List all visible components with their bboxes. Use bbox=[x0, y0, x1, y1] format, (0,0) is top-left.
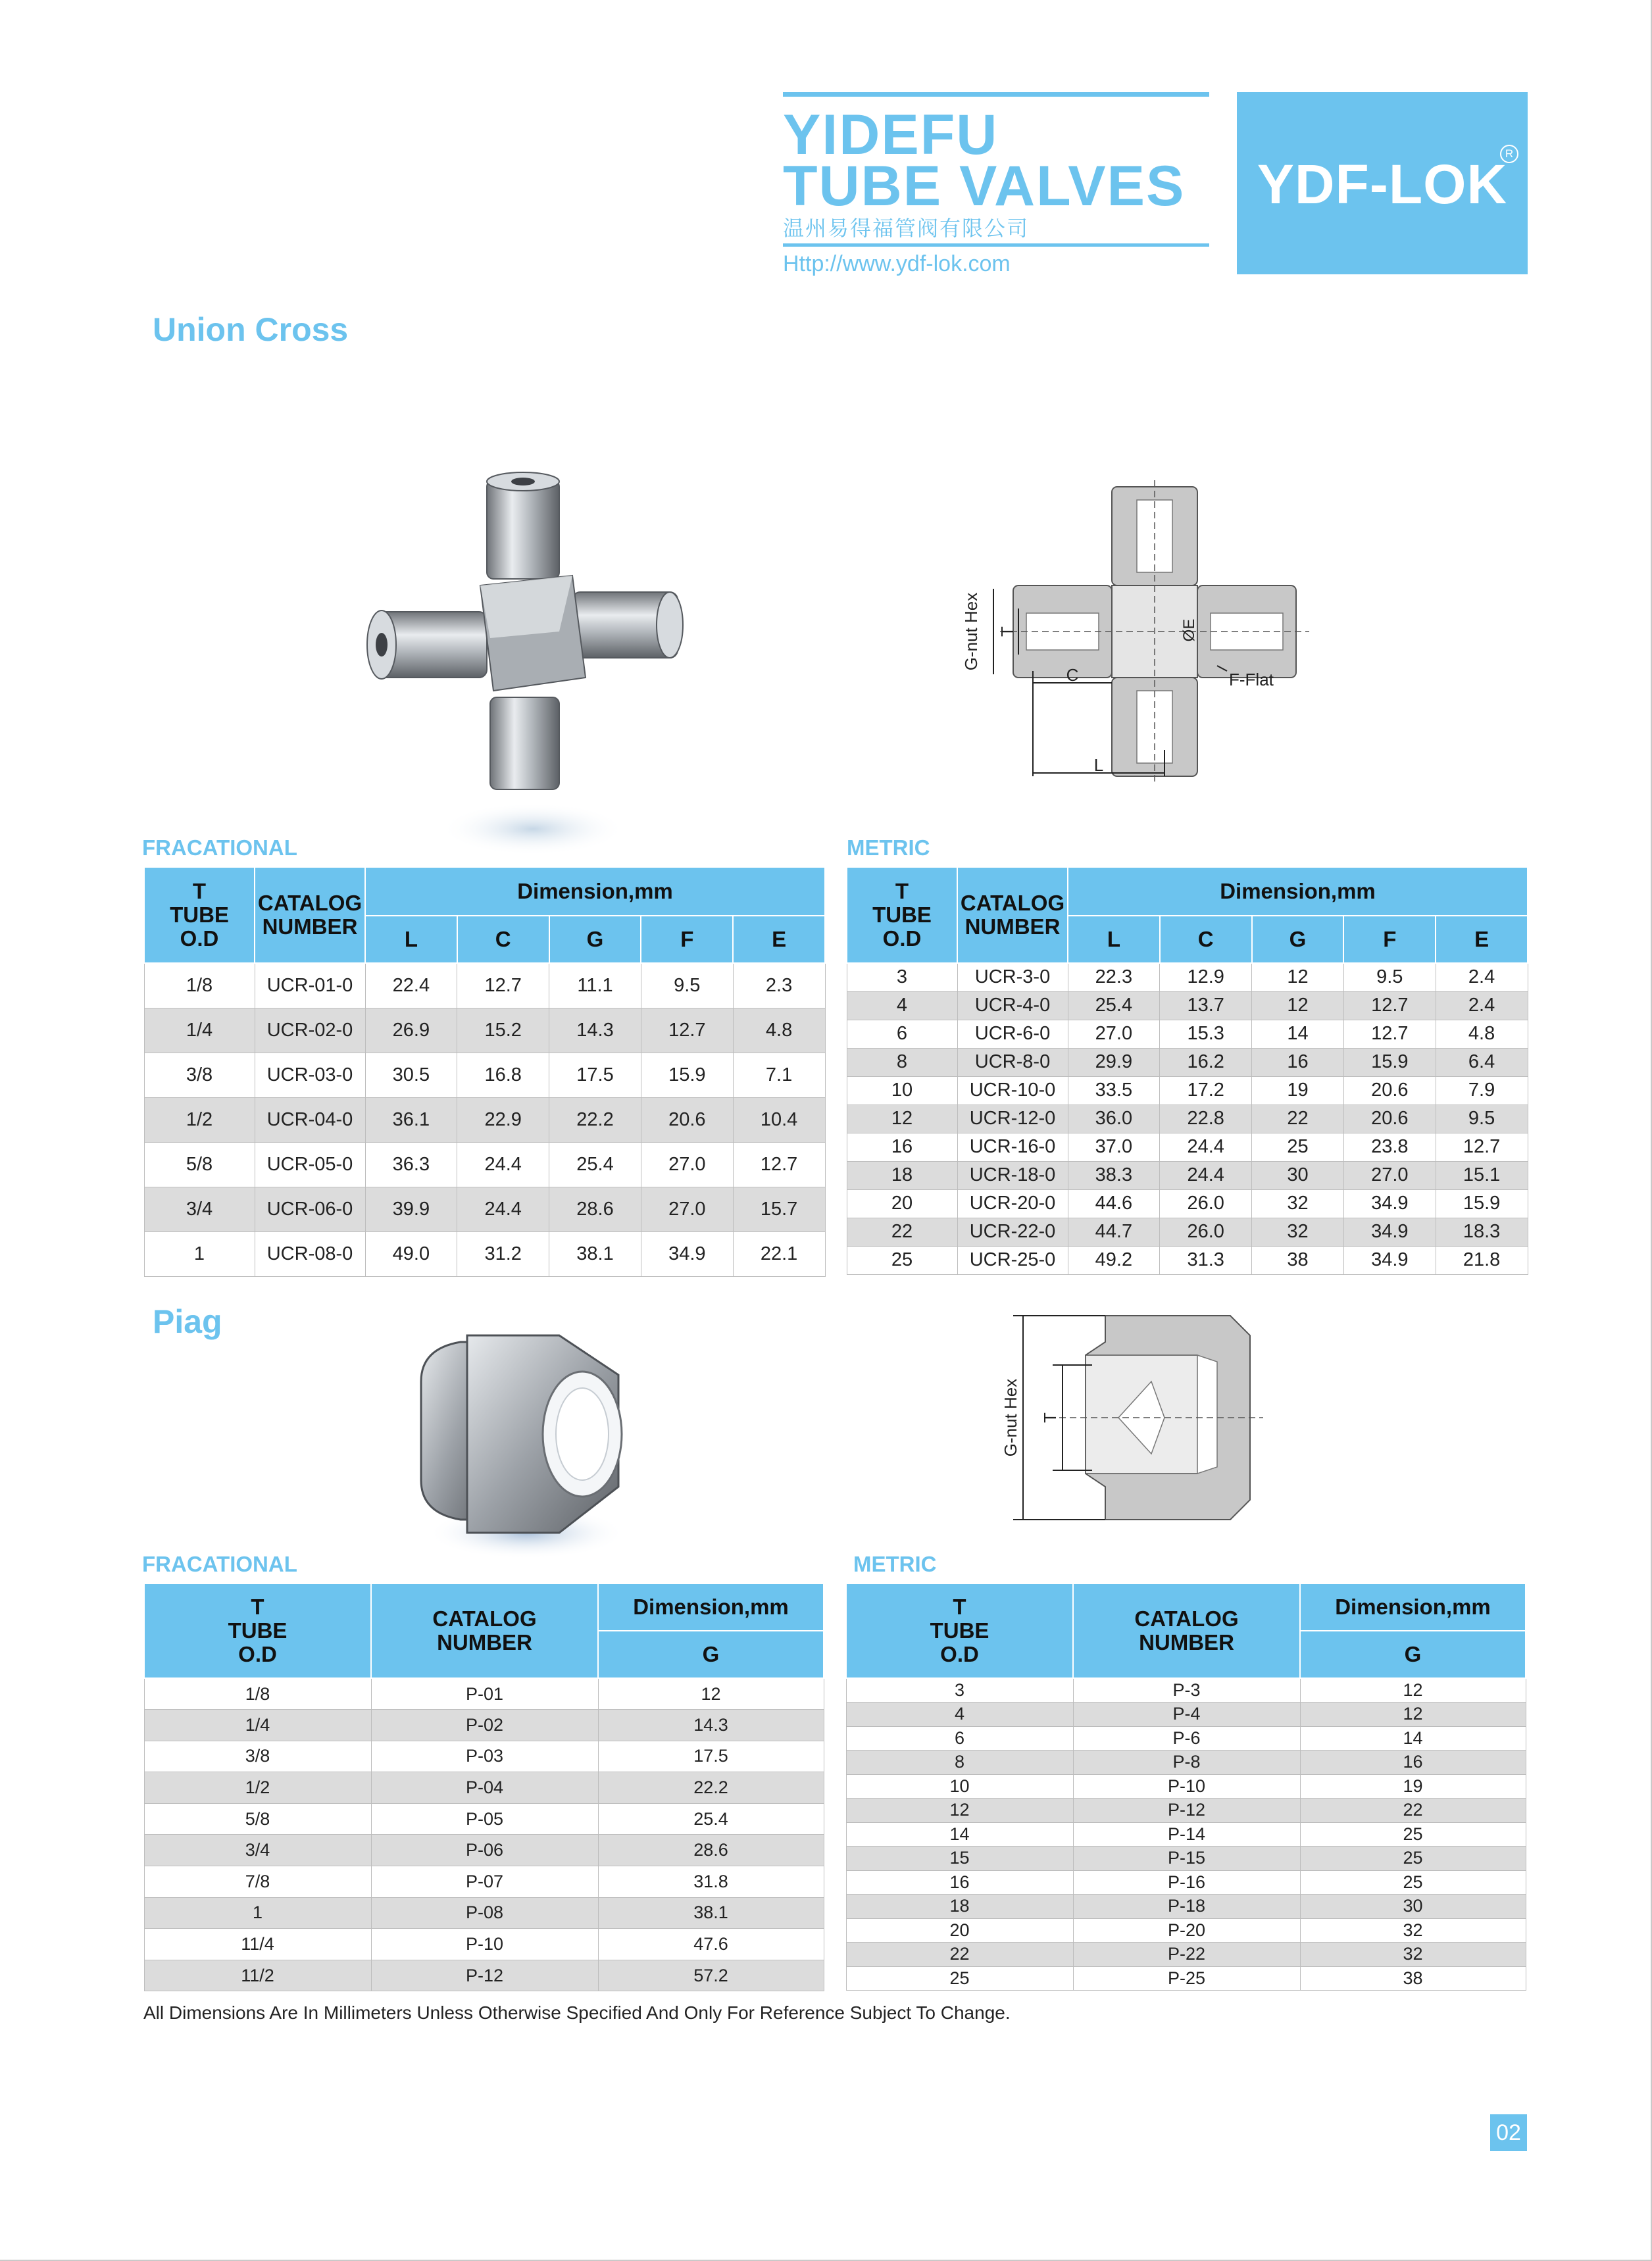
header-catalog-number: CATALOG NUMBER bbox=[371, 1583, 598, 1678]
plug-fractional-label: FRACATIONAL bbox=[142, 1552, 297, 1576]
table-cell: P-6 bbox=[1073, 1726, 1300, 1751]
table-cell: UCR-04-0 bbox=[255, 1097, 365, 1142]
table-cell: 4 bbox=[846, 1702, 1073, 1727]
table-cell: 26.0 bbox=[1160, 1189, 1252, 1218]
table-cell: UCR-22-0 bbox=[957, 1218, 1068, 1246]
table-cell: 34.9 bbox=[1343, 1218, 1436, 1246]
dim-label-t: T bbox=[997, 626, 1017, 637]
plug-metric-table bbox=[845, 1583, 1526, 1991]
table-row bbox=[144, 1710, 824, 1741]
table-cell: 9.5 bbox=[1343, 963, 1436, 991]
header-col-l: L bbox=[365, 916, 457, 963]
table-cell: P-04 bbox=[371, 1772, 598, 1804]
table-cell: 26.0 bbox=[1160, 1218, 1252, 1246]
header-col-g: G bbox=[1252, 916, 1344, 963]
table-cell: 47.6 bbox=[598, 1929, 824, 1960]
table-cell: 15.9 bbox=[641, 1053, 733, 1097]
table-cell: 16.2 bbox=[1160, 1048, 1252, 1076]
table-cell: 1 bbox=[144, 1231, 255, 1276]
table-cell: 33.5 bbox=[1068, 1076, 1160, 1105]
table-cell: 12 bbox=[847, 1105, 957, 1133]
table-cell: 28.6 bbox=[549, 1187, 641, 1231]
table-cell: 25 bbox=[1300, 1870, 1526, 1895]
table-row bbox=[846, 1870, 1526, 1895]
table-cell: P-16 bbox=[1073, 1870, 1300, 1895]
table-cell: P-12 bbox=[371, 1960, 598, 1991]
table-cell: 6 bbox=[846, 1726, 1073, 1751]
table-row bbox=[847, 1189, 1528, 1218]
table-cell: 5/8 bbox=[144, 1803, 371, 1835]
table-cell: 15.3 bbox=[1160, 1020, 1252, 1048]
table-cell: 11/2 bbox=[144, 1960, 371, 1991]
table-cell: P-8 bbox=[1073, 1751, 1300, 1775]
table-cell: 20.6 bbox=[641, 1097, 733, 1142]
table-cell: 19 bbox=[1252, 1076, 1344, 1105]
table-row bbox=[847, 1133, 1528, 1161]
table-cell: 12.7 bbox=[733, 1142, 825, 1187]
table-cell: 20 bbox=[847, 1189, 957, 1218]
table-cell: 15.2 bbox=[457, 1008, 549, 1053]
table-cell: 9.5 bbox=[1436, 1105, 1528, 1133]
dim-label-g-nut-hex: G-nut Hex bbox=[961, 592, 981, 671]
table-row bbox=[847, 1246, 1528, 1274]
header-t-tube-od: T TUBE O.D bbox=[847, 867, 957, 963]
table-cell: 22.2 bbox=[598, 1772, 824, 1804]
header-t-tube-od: T TUBE O.D bbox=[846, 1583, 1073, 1678]
table-cell: 12.7 bbox=[1343, 1020, 1436, 1048]
table-cell: UCR-16-0 bbox=[957, 1133, 1068, 1161]
table-cell: 12 bbox=[1300, 1678, 1526, 1702]
table-cell: 27.0 bbox=[1068, 1020, 1160, 1048]
table-cell: UCR-02-0 bbox=[255, 1008, 365, 1053]
table-cell: 3/4 bbox=[144, 1835, 371, 1866]
table-cell: 25.4 bbox=[598, 1803, 824, 1835]
header-col-g: G bbox=[1300, 1631, 1526, 1678]
table-cell: 17.5 bbox=[598, 1741, 824, 1772]
table-cell: P-20 bbox=[1073, 1918, 1300, 1943]
table-row bbox=[144, 1097, 825, 1142]
table-row bbox=[144, 1772, 824, 1804]
table-cell: 12.9 bbox=[1160, 963, 1252, 991]
table-cell: 9.5 bbox=[641, 963, 733, 1008]
table-cell: 14 bbox=[846, 1822, 1073, 1847]
table-cell: UCR-03-0 bbox=[255, 1053, 365, 1097]
table-cell: P-06 bbox=[371, 1835, 598, 1866]
table-cell: 22.8 bbox=[1160, 1105, 1252, 1133]
table-cell: 38.1 bbox=[549, 1231, 641, 1276]
table-cell: 1 bbox=[144, 1897, 371, 1929]
table-cell: 31.8 bbox=[598, 1866, 824, 1898]
header-t-tube-od: T TUBE O.D bbox=[144, 1583, 371, 1678]
table-cell: 30 bbox=[1300, 1895, 1526, 1919]
table-cell: 37.0 bbox=[1068, 1133, 1160, 1161]
table-cell: 1/2 bbox=[144, 1772, 371, 1804]
table-cell: 14 bbox=[1252, 1020, 1344, 1048]
table-cell: 22 bbox=[1252, 1105, 1344, 1133]
table-row bbox=[847, 1076, 1528, 1105]
table-cell: 18 bbox=[847, 1161, 957, 1189]
table-cell: 17.5 bbox=[549, 1053, 641, 1097]
table-cell: 31.2 bbox=[457, 1231, 549, 1276]
table-cell: 15.9 bbox=[1343, 1048, 1436, 1076]
table-cell: 12 bbox=[598, 1678, 824, 1710]
plug-photo bbox=[395, 1322, 645, 1572]
table-cell: P-03 bbox=[371, 1741, 598, 1772]
table-cell: 25.4 bbox=[549, 1142, 641, 1187]
header-col-l: L bbox=[1068, 916, 1160, 963]
table-cell: 34.9 bbox=[1343, 1246, 1436, 1274]
brand-chinese-name: 温州易得福管阀有限公司 bbox=[783, 216, 1030, 240]
table-cell: UCR-3-0 bbox=[957, 963, 1068, 991]
table-cell: 22.4 bbox=[365, 963, 457, 1008]
registered-mark: R bbox=[1500, 145, 1518, 163]
header-col-g: G bbox=[598, 1631, 824, 1678]
table-cell: P-10 bbox=[371, 1929, 598, 1960]
table-cell: 14 bbox=[1300, 1726, 1526, 1751]
table-cell: 27.0 bbox=[1343, 1161, 1436, 1189]
table-cell: UCR-20-0 bbox=[957, 1189, 1068, 1218]
table-cell: 7.9 bbox=[1436, 1076, 1528, 1105]
table-cell: 16 bbox=[847, 1133, 957, 1161]
header-col-f: F bbox=[641, 916, 733, 963]
table-row bbox=[846, 1847, 1526, 1871]
table-cell: 25 bbox=[1300, 1822, 1526, 1847]
table-cell: 32 bbox=[1252, 1189, 1344, 1218]
table-row bbox=[144, 1803, 824, 1835]
dim-label-e: ØE bbox=[1180, 618, 1198, 642]
table-cell: 1/8 bbox=[144, 963, 255, 1008]
table-cell: 49.0 bbox=[365, 1231, 457, 1276]
header-top-rule bbox=[783, 92, 1209, 97]
table-cell: 25 bbox=[847, 1246, 957, 1274]
brand-line2: TUBE VALVES bbox=[783, 155, 1186, 218]
table-cell: 30 bbox=[1252, 1161, 1344, 1189]
website-url[interactable]: Http://www.ydf-lok.com bbox=[783, 251, 1011, 276]
table-cell: 36.1 bbox=[365, 1097, 457, 1142]
header-catalog-number: CATALOG NUMBER bbox=[957, 867, 1068, 963]
table-cell: 34.9 bbox=[1343, 1189, 1436, 1218]
section-title-union-cross: Union Cross bbox=[153, 311, 349, 348]
page-number: 02 bbox=[1490, 2114, 1527, 2151]
table-cell: 11/4 bbox=[144, 1929, 371, 1960]
table-cell: 22 bbox=[847, 1218, 957, 1246]
table-cell: 30.5 bbox=[365, 1053, 457, 1097]
table-cell: P-3 bbox=[1073, 1678, 1300, 1702]
union-cross-diagram bbox=[961, 474, 1316, 789]
table-cell: 10.4 bbox=[733, 1097, 825, 1142]
table-cell: 14.3 bbox=[549, 1008, 641, 1053]
table-row bbox=[846, 1895, 1526, 1919]
table-cell: P-4 bbox=[1073, 1702, 1300, 1727]
table-cell: P-10 bbox=[1073, 1774, 1300, 1799]
table-cell: 6 bbox=[847, 1020, 957, 1048]
table-cell: 12 bbox=[846, 1799, 1073, 1823]
table-row bbox=[144, 1929, 824, 1960]
table-cell: 22.9 bbox=[457, 1097, 549, 1142]
table-cell: 22 bbox=[1300, 1799, 1526, 1823]
table-cell: 57.2 bbox=[598, 1960, 824, 1991]
table-cell: 12 bbox=[1300, 1702, 1526, 1727]
plug-dim-label-g-nut-hex: G-nut Hex bbox=[1001, 1378, 1020, 1457]
table-row bbox=[846, 1774, 1526, 1799]
table-cell: 8 bbox=[847, 1048, 957, 1076]
table-row bbox=[144, 1741, 824, 1772]
dim-label-f-flat: F-Flat bbox=[1229, 670, 1274, 689]
table-cell: UCR-10-0 bbox=[957, 1076, 1068, 1105]
table-cell: 7/8 bbox=[144, 1866, 371, 1898]
table-cell: 36.0 bbox=[1068, 1105, 1160, 1133]
table-cell: UCR-06-0 bbox=[255, 1187, 365, 1231]
table-cell: 25.4 bbox=[1068, 991, 1160, 1020]
header-col-g: G bbox=[549, 916, 641, 963]
table-cell: 12.7 bbox=[457, 963, 549, 1008]
header-t-tube-od: T TUBE O.D bbox=[144, 867, 255, 963]
table-cell: P-08 bbox=[371, 1897, 598, 1929]
table-row bbox=[847, 1020, 1528, 1048]
header-col-e: E bbox=[733, 916, 825, 963]
table-cell: 32 bbox=[1300, 1943, 1526, 1967]
table-cell: UCR-6-0 bbox=[957, 1020, 1068, 1048]
table-cell: 18.3 bbox=[1436, 1218, 1528, 1246]
table-cell: 38.3 bbox=[1068, 1161, 1160, 1189]
table-cell: P-07 bbox=[371, 1866, 598, 1898]
dim-label-l: L bbox=[1093, 755, 1104, 775]
table-cell: 15.1 bbox=[1436, 1161, 1528, 1189]
table-row bbox=[846, 1822, 1526, 1847]
table-cell: 16 bbox=[1300, 1751, 1526, 1775]
table-cell: 27.0 bbox=[641, 1187, 733, 1231]
table-cell: UCR-12-0 bbox=[957, 1105, 1068, 1133]
table-cell: P-01 bbox=[371, 1678, 598, 1710]
table-row bbox=[144, 1835, 824, 1866]
table-cell: UCR-8-0 bbox=[957, 1048, 1068, 1076]
table-cell: 29.9 bbox=[1068, 1048, 1160, 1076]
dim-label-c: C bbox=[1066, 665, 1079, 685]
table-cell: 38.1 bbox=[598, 1897, 824, 1929]
table-row bbox=[846, 1943, 1526, 1967]
table-cell: 24.4 bbox=[457, 1187, 549, 1231]
header-dimension: Dimension,mm bbox=[1068, 867, 1528, 916]
table-cell: 44.7 bbox=[1068, 1218, 1160, 1246]
table-cell: 12.7 bbox=[1436, 1133, 1528, 1161]
table-cell: P-18 bbox=[1073, 1895, 1300, 1919]
table-cell: UCR-25-0 bbox=[957, 1246, 1068, 1274]
header-dimension: Dimension,mm bbox=[598, 1583, 824, 1631]
table-row bbox=[846, 1799, 1526, 1823]
table-cell: 22.1 bbox=[733, 1231, 825, 1276]
table-cell: 3 bbox=[846, 1678, 1073, 1702]
header-col-f: F bbox=[1343, 916, 1436, 963]
table-cell: 23.8 bbox=[1343, 1133, 1436, 1161]
table-cell: 18 bbox=[846, 1895, 1073, 1919]
header-dimension: Dimension,mm bbox=[1300, 1583, 1526, 1631]
table-cell: 17.2 bbox=[1160, 1076, 1252, 1105]
table-cell: 5/8 bbox=[144, 1142, 255, 1187]
table-cell: 26.9 bbox=[365, 1008, 457, 1053]
table-cell: 49.2 bbox=[1068, 1246, 1160, 1274]
table-cell: 15.9 bbox=[1436, 1189, 1528, 1218]
table-row bbox=[144, 1866, 824, 1898]
table-row bbox=[846, 1678, 1526, 1702]
footnote: All Dimensions Are In Millimeters Unless Otherwise Specified And Only For Reference Subject To Change. bbox=[143, 2002, 1011, 2023]
table-cell: 8 bbox=[846, 1751, 1073, 1775]
table-row bbox=[847, 1218, 1528, 1246]
header-col-c: C bbox=[1160, 916, 1252, 963]
table-cell: 25 bbox=[846, 1966, 1073, 1991]
table-cell: 25 bbox=[1300, 1847, 1526, 1871]
union-cross-metric-label: METRIC bbox=[847, 835, 930, 860]
table-cell: 38 bbox=[1252, 1246, 1344, 1274]
table-cell: 3/8 bbox=[144, 1053, 255, 1097]
table-cell: 10 bbox=[847, 1076, 957, 1105]
table-row bbox=[144, 1142, 825, 1187]
table-row bbox=[144, 1678, 824, 1710]
table-row bbox=[846, 1751, 1526, 1775]
table-row bbox=[847, 1105, 1528, 1133]
header-catalog-number: CATALOG NUMBER bbox=[255, 867, 365, 963]
table-cell: P-12 bbox=[1073, 1799, 1300, 1823]
table-cell: 31.3 bbox=[1160, 1246, 1252, 1274]
table-cell: 28.6 bbox=[598, 1835, 824, 1866]
table-cell: 1/8 bbox=[144, 1678, 371, 1710]
header-dimension: Dimension,mm bbox=[365, 867, 825, 916]
table-row bbox=[144, 1053, 825, 1097]
plug-fractional-table bbox=[143, 1583, 824, 1991]
table-cell: UCR-05-0 bbox=[255, 1142, 365, 1187]
table-cell: 3 bbox=[847, 963, 957, 991]
table-cell: 4 bbox=[847, 991, 957, 1020]
table-cell: 34.9 bbox=[641, 1231, 733, 1276]
table-cell: 25 bbox=[1252, 1133, 1344, 1161]
plug-dim-label-t: T bbox=[1040, 1412, 1060, 1423]
table-cell: P-15 bbox=[1073, 1847, 1300, 1871]
table-cell: 38 bbox=[1300, 1966, 1526, 1991]
table-cell: 20.6 bbox=[1343, 1105, 1436, 1133]
table-cell: 7.1 bbox=[733, 1053, 825, 1097]
table-cell: 19 bbox=[1300, 1774, 1526, 1799]
header-col-e: E bbox=[1436, 916, 1528, 963]
table-cell: 10 bbox=[846, 1774, 1073, 1799]
table-cell: 20.6 bbox=[1343, 1076, 1436, 1105]
table-cell: 12.7 bbox=[641, 1008, 733, 1053]
table-cell: 24.4 bbox=[457, 1142, 549, 1187]
table-cell: 2.3 bbox=[733, 963, 825, 1008]
table-cell: 14.3 bbox=[598, 1710, 824, 1741]
table-cell: 16 bbox=[846, 1870, 1073, 1895]
table-cell: UCR-18-0 bbox=[957, 1161, 1068, 1189]
plug-diagram bbox=[1000, 1309, 1276, 1533]
table-cell: P-22 bbox=[1073, 1943, 1300, 1967]
table-row bbox=[846, 1726, 1526, 1751]
table-row bbox=[144, 1187, 825, 1231]
table-cell: 6.4 bbox=[1436, 1048, 1528, 1076]
table-row bbox=[144, 1231, 825, 1276]
table-cell: 1/4 bbox=[144, 1710, 371, 1741]
table-cell: 2.4 bbox=[1436, 991, 1528, 1020]
table-row bbox=[144, 1960, 824, 1991]
table-cell: 3/8 bbox=[144, 1741, 371, 1772]
table-cell: 1/2 bbox=[144, 1097, 255, 1142]
table-cell: 44.6 bbox=[1068, 1189, 1160, 1218]
table-cell: 1/4 bbox=[144, 1008, 255, 1053]
plug-metric-label: METRIC bbox=[853, 1552, 937, 1576]
table-cell: 20 bbox=[846, 1918, 1073, 1943]
table-cell: 3/4 bbox=[144, 1187, 255, 1231]
table-row bbox=[847, 1048, 1528, 1076]
table-cell: 2.4 bbox=[1436, 963, 1528, 991]
header-mid-rule bbox=[783, 243, 1209, 247]
table-cell: 22 bbox=[846, 1943, 1073, 1967]
table-cell: 15.7 bbox=[733, 1187, 825, 1231]
logo-text: YDF-LOK bbox=[1257, 153, 1508, 215]
section-title-plug: Piag bbox=[153, 1303, 222, 1340]
table-cell: 12 bbox=[1252, 963, 1344, 991]
union-cross-metric-table bbox=[846, 866, 1528, 1275]
table-cell: 4.8 bbox=[1436, 1020, 1528, 1048]
table-cell: 27.0 bbox=[641, 1142, 733, 1187]
table-cell: P-05 bbox=[371, 1803, 598, 1835]
table-cell: 13.7 bbox=[1160, 991, 1252, 1020]
header-catalog-number: CATALOG NUMBER bbox=[1073, 1583, 1300, 1678]
table-cell: 4.8 bbox=[733, 1008, 825, 1053]
header-col-c: C bbox=[457, 916, 549, 963]
table-row bbox=[847, 991, 1528, 1020]
table-cell: 36.3 bbox=[365, 1142, 457, 1187]
table-cell: 12.7 bbox=[1343, 991, 1436, 1020]
table-row bbox=[847, 963, 1528, 991]
table-cell: UCR-01-0 bbox=[255, 963, 365, 1008]
brand-logo bbox=[1237, 92, 1528, 274]
table-cell: 24.4 bbox=[1160, 1133, 1252, 1161]
table-cell: 16 bbox=[1252, 1048, 1344, 1076]
table-row bbox=[144, 1897, 824, 1929]
table-row bbox=[846, 1918, 1526, 1943]
table-cell: UCR-4-0 bbox=[957, 991, 1068, 1020]
table-cell: 22.2 bbox=[549, 1097, 641, 1142]
union-cross-fractional-table bbox=[143, 866, 826, 1277]
table-cell: 32 bbox=[1252, 1218, 1344, 1246]
table-cell: P-14 bbox=[1073, 1822, 1300, 1847]
union-cross-photo bbox=[355, 460, 697, 868]
table-cell: 32 bbox=[1300, 1918, 1526, 1943]
table-cell: 15 bbox=[846, 1847, 1073, 1871]
table-cell: P-02 bbox=[371, 1710, 598, 1741]
table-cell: 22.3 bbox=[1068, 963, 1160, 991]
table-row bbox=[846, 1702, 1526, 1727]
table-cell: P-25 bbox=[1073, 1966, 1300, 1991]
table-cell: 12 bbox=[1252, 991, 1344, 1020]
table-row bbox=[847, 1161, 1528, 1189]
table-row bbox=[144, 1008, 825, 1053]
table-cell: 11.1 bbox=[549, 963, 641, 1008]
table-cell: 21.8 bbox=[1436, 1246, 1528, 1274]
table-row bbox=[144, 963, 825, 1008]
table-cell: 24.4 bbox=[1160, 1161, 1252, 1189]
union-cross-fractional-label: FRACATIONAL bbox=[142, 835, 297, 860]
table-cell: 16.8 bbox=[457, 1053, 549, 1097]
table-cell: UCR-08-0 bbox=[255, 1231, 365, 1276]
brand-line1: YIDEFU bbox=[783, 103, 999, 166]
table-row bbox=[846, 1966, 1526, 1991]
table-cell: 39.9 bbox=[365, 1187, 457, 1231]
